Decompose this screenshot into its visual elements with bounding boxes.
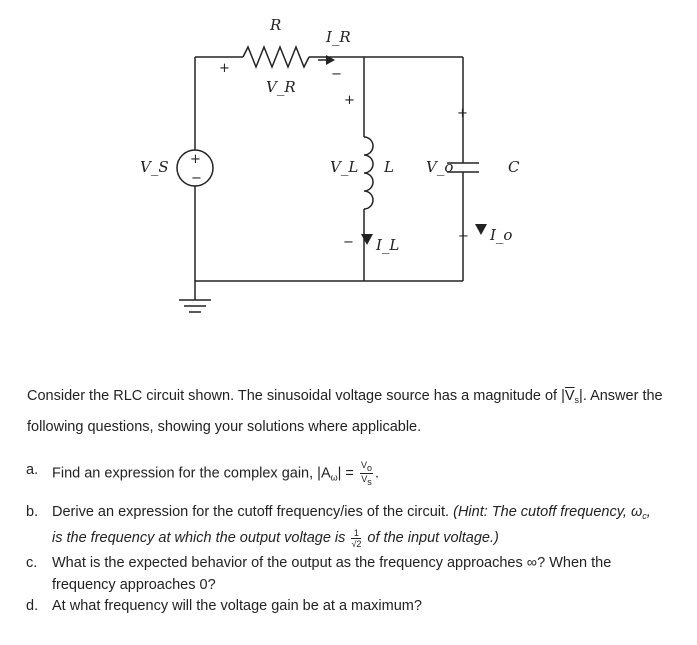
source-minus-sign: −: [191, 171, 202, 186]
source-magnitude-sub: s: [574, 395, 580, 405]
capacitor-minus-sign: −: [458, 229, 469, 244]
voltage-o-label: V_o: [426, 158, 454, 176]
hint-fraction: [351, 528, 361, 549]
question-b-hint-sub: c: [642, 511, 647, 521]
question-b-text: Derive an expression for the cutoff frequency/ies of the circuit.: [52, 504, 454, 520]
inductor-plus-sign: +: [344, 93, 355, 108]
question-d: [26, 596, 662, 616]
intro-paragraph: [27, 383, 677, 441]
current-o-label: I_o: [490, 226, 513, 244]
question-b-hint-2: , is the frequency at which the output voltage is: [52, 504, 651, 546]
current-arrow-il-head: [361, 234, 373, 245]
question-b: [26, 501, 662, 549]
hint-frac-num: 1: [351, 528, 361, 539]
question-a-label: a.: [26, 462, 39, 478]
question-a: [26, 460, 662, 487]
question-c-text: What is the expected behavior of the output as the frequency approaches ∞? When the frequency approaches 0?: [52, 555, 612, 593]
resistor-plus-sign: +: [219, 61, 230, 76]
question-c-label: c.: [26, 555, 38, 571]
inductor-label: L: [384, 158, 394, 176]
resistor-zigzag: [243, 47, 309, 67]
source-magnitude-var: $\overline{V}$: [564, 388, 575, 404]
resistor-minus-sign: −: [331, 67, 342, 82]
current-r-label: I_R: [326, 28, 351, 46]
intro-text-2: |. Answer the following questions, showing your solutions where applicable.: [27, 388, 663, 435]
question-a-end: .: [374, 465, 379, 482]
gain-sub: ω: [330, 472, 338, 483]
inductor-coil: [364, 137, 373, 209]
inductor-minus-sign: −: [343, 235, 354, 250]
gain-frac-den-sub: s: [367, 477, 372, 487]
gain-var: A: [320, 465, 331, 482]
gain-frac-den: V: [361, 474, 368, 484]
current-arrow-io-head: [475, 224, 487, 235]
capacitor-plus-sign: +: [457, 106, 468, 121]
hint-frac-den: √2: [351, 538, 362, 549]
voltage-l-label: V_L: [330, 158, 359, 176]
question-a-text: Find an expression for the complex gain, |: [52, 465, 321, 482]
capacitor-label: C: [508, 158, 520, 176]
voltage-r-label: V_R: [266, 78, 296, 96]
question-c: [26, 552, 662, 596]
source-label: V_S: [140, 158, 169, 176]
gain-frac-num: V: [360, 460, 367, 470]
resistor-label: R: [270, 16, 282, 34]
question-b-hint-3: of the input voltage.): [363, 530, 499, 546]
current-l-label: I_L: [376, 236, 400, 254]
intro-text-1: Consider the RLC circuit shown. The sinusoidal voltage source has a magnitude of |: [27, 388, 565, 404]
gain-fraction: [360, 460, 373, 487]
question-b-label: b.: [26, 504, 39, 520]
question-b-hint-1: (Hint: The cutoff frequency, ω: [453, 504, 643, 520]
source-plus-sign: +: [190, 152, 201, 167]
question-d-text: At what frequency will the voltage gain be at a maximum?: [52, 598, 422, 614]
question-d-label: d.: [26, 598, 39, 614]
gain-frac-num-sub: o: [366, 463, 372, 473]
gain-eq: | =: [337, 465, 354, 482]
